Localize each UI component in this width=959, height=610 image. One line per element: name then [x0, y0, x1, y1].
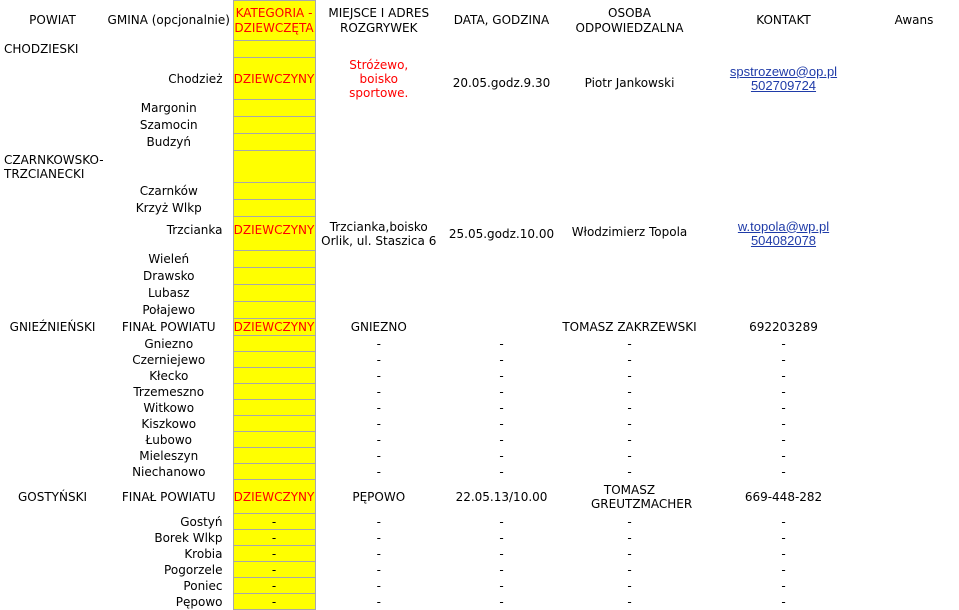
venue: PĘPOWO: [352, 489, 406, 504]
dash: -: [376, 384, 381, 399]
gmina-name: FINAŁ POWIATU: [121, 320, 216, 334]
gmina-name: Lubasz: [147, 286, 190, 300]
table-cell: [315, 251, 442, 268]
dash: -: [376, 400, 381, 415]
powiat-name: GNIEŹNIEŃSKI: [9, 320, 96, 334]
dash: -: [499, 416, 504, 431]
table-cell: [233, 151, 315, 183]
gmina-name: Drawsko: [143, 269, 195, 283]
dash: -: [781, 416, 786, 431]
powiat-name: CZARNKOWSKO-TRZCIANECKI: [4, 152, 104, 181]
table-cell: [0, 117, 105, 134]
table-cell: [0, 251, 105, 268]
header-kategoria: KATEGORIA - DZIEWCZĘTA: [233, 1, 315, 41]
dash: -: [233, 578, 315, 594]
table-cell: [698, 134, 869, 151]
dash: -: [233, 530, 315, 546]
gmina-name: Niechanowo: [132, 464, 206, 479]
table-cell: [442, 251, 561, 268]
dash: -: [376, 464, 381, 479]
contact-cell: [698, 217, 869, 251]
table-cell: [869, 480, 959, 514]
table-row: [0, 58, 959, 100]
table-cell: [698, 251, 869, 268]
dash: -: [781, 514, 786, 529]
dash: -: [627, 384, 632, 399]
table-cell: [869, 514, 959, 530]
dash: -: [781, 352, 786, 367]
dash: -: [376, 514, 381, 529]
table-row: [0, 1, 959, 41]
table-row: [0, 530, 959, 546]
table-cell: [315, 302, 442, 319]
table-cell: [0, 416, 105, 432]
table-row: [0, 464, 959, 480]
table-cell: [315, 285, 442, 302]
dash: -: [627, 530, 632, 545]
dash: -: [627, 562, 632, 577]
header-gmina: GMINA (opcjonalnie): [107, 13, 230, 27]
table-cell: [561, 117, 698, 134]
gmina-name: Szamocin: [139, 118, 198, 132]
table-cell: [561, 302, 698, 319]
table-cell: [869, 530, 959, 546]
contact-cell: [698, 58, 869, 100]
header-data: DATA, GODZINA: [453, 13, 550, 27]
dash: -: [781, 384, 786, 399]
table-cell: [442, 134, 561, 151]
table-cell: [869, 448, 959, 464]
table-cell: [869, 41, 959, 58]
table-cell: [869, 285, 959, 302]
table-row: [0, 384, 959, 400]
header-osoba: OSOBA ODPOWIEDZALNA: [575, 5, 684, 35]
gmina-name: Krzyż Wlkp: [135, 201, 202, 215]
table-row: [0, 578, 959, 594]
gmina-name: Połajewo: [142, 303, 196, 317]
gmina-name: Witkowo: [143, 400, 195, 415]
table-cell: [698, 100, 869, 117]
table-cell: [233, 416, 315, 432]
gmina-name: Czarnków: [139, 184, 198, 198]
dash: -: [376, 368, 381, 383]
dash: -: [781, 594, 786, 609]
table-cell: [0, 302, 105, 319]
table-cell: [0, 336, 105, 352]
powiat-name: CHODZIESKI: [4, 42, 79, 56]
table-cell: [315, 100, 442, 117]
table-cell: [869, 183, 959, 200]
powiat-name: GOSTYŃSKI: [17, 489, 88, 504]
contact-phone: 692203289: [749, 320, 818, 334]
table-cell: [442, 117, 561, 134]
gmina-name: Trzcianka: [166, 222, 223, 237]
table-row: [0, 100, 959, 117]
gmina-name: Borek Wlkp: [154, 530, 223, 545]
venue: Trzcianka,boisko Orlik, ul. Staszica 6: [321, 219, 437, 248]
dash: -: [233, 546, 315, 562]
table-cell: [561, 100, 698, 117]
table-cell: [233, 448, 315, 464]
dash: -: [499, 594, 504, 609]
dash: -: [781, 400, 786, 415]
table-cell: [442, 268, 561, 285]
table-cell: [698, 268, 869, 285]
table-cell: [561, 200, 698, 217]
dash: -: [376, 336, 381, 351]
table-cell: [233, 336, 315, 352]
table-cell: [442, 183, 561, 200]
dash: -: [781, 368, 786, 383]
dash: -: [499, 530, 504, 545]
gmina-name: Kłecko: [149, 368, 189, 383]
gmina-name: Krobia: [184, 546, 223, 561]
phone-link[interactable]: 504082078: [750, 232, 817, 248]
table-cell: [233, 285, 315, 302]
table-cell: [315, 117, 442, 134]
table-cell: [442, 200, 561, 217]
date-time: 25.05.godz.10.00: [448, 226, 555, 241]
dash: -: [499, 464, 504, 479]
contact-phone: 669-448-282: [744, 489, 823, 504]
gmina-name: Pogorzele: [164, 562, 223, 577]
table-row: [0, 546, 959, 562]
dash: -: [781, 578, 786, 593]
gmina-name: Pępowo: [175, 594, 223, 609]
table-cell: [869, 416, 959, 432]
table-row: [0, 400, 959, 416]
table-row: [0, 41, 959, 58]
dash: -: [627, 336, 632, 351]
contact-person: TOMASZ GREUTZMACHER: [591, 482, 693, 511]
table-cell: [0, 578, 105, 594]
table-cell: [233, 268, 315, 285]
table-cell: [869, 319, 959, 336]
table-cell: [233, 302, 315, 319]
dash: -: [627, 368, 632, 383]
dash: -: [233, 562, 315, 578]
gmina-name: Wieleń: [148, 252, 190, 266]
table-row: [0, 336, 959, 352]
dash: -: [781, 530, 786, 545]
table-row: [0, 285, 959, 302]
table-cell: [0, 400, 105, 416]
table-cell: [561, 285, 698, 302]
table-cell: [698, 285, 869, 302]
table-cell: [233, 432, 315, 448]
table-cell: [233, 464, 315, 480]
header-powiat: POWIAT: [29, 13, 76, 27]
dash: -: [627, 464, 632, 479]
table-cell: [869, 578, 959, 594]
venue: Stróżewo, boisko sportowe.: [349, 57, 409, 100]
gmina-name: FINAŁ POWIATU: [121, 489, 216, 504]
dash: -: [627, 448, 632, 463]
dash: -: [499, 578, 504, 593]
gmina-name: Mieleszyn: [139, 448, 199, 463]
gmina-name: Poniec: [183, 578, 223, 593]
table-row: [0, 432, 959, 448]
dash: -: [627, 514, 632, 529]
table-row: [0, 562, 959, 578]
header-kontakt: KONTAKT: [756, 13, 811, 27]
table-cell: [0, 352, 105, 368]
dash: -: [627, 578, 632, 593]
header-miejsce: MIEJSCE I ADRES ROZGRYWEK: [328, 5, 430, 35]
table-cell: [698, 117, 869, 134]
table-cell: [233, 384, 315, 400]
table-row: [0, 268, 959, 285]
table-cell: [233, 100, 315, 117]
table-cell: [233, 134, 315, 151]
contact-person: TOMASZ ZAKRZEWSKI: [562, 320, 697, 334]
table-cell: [233, 41, 315, 58]
table-row: [0, 352, 959, 368]
table-cell: [0, 594, 105, 610]
dash: -: [376, 546, 381, 561]
dash: -: [499, 368, 504, 383]
category: DZIEWCZYNY: [233, 58, 315, 100]
table-cell: [869, 432, 959, 448]
table-cell: [315, 268, 442, 285]
table-cell: [0, 514, 105, 530]
dash: -: [627, 400, 632, 415]
table-cell: [0, 183, 105, 200]
table-row: [0, 514, 959, 530]
header-awans: Awans: [894, 13, 934, 27]
gmina-name: Margonin: [140, 101, 197, 115]
dash: -: [376, 352, 381, 367]
dash: -: [781, 562, 786, 577]
table-row: [0, 117, 959, 134]
table-cell: [233, 251, 315, 268]
table-cell: [869, 464, 959, 480]
table-cell: [105, 151, 233, 183]
table-cell: [869, 58, 959, 100]
phone-link[interactable]: 502709724: [750, 77, 817, 93]
dash: -: [499, 448, 504, 463]
table-cell: [0, 285, 105, 302]
dash: -: [499, 562, 504, 577]
table-row: [0, 319, 959, 336]
table-row: [0, 594, 959, 610]
dash: -: [376, 594, 381, 609]
category: DZIEWCZYNY: [233, 217, 315, 251]
table-cell: [561, 41, 698, 58]
table-cell: [0, 562, 105, 578]
table-row: [0, 134, 959, 151]
dash: -: [781, 448, 786, 463]
table-cell: [869, 400, 959, 416]
table-row: [0, 183, 959, 200]
table-cell: [698, 302, 869, 319]
dash: -: [499, 400, 504, 415]
table-cell: [561, 251, 698, 268]
table-cell: [442, 285, 561, 302]
dash: -: [627, 352, 632, 367]
table-cell: [442, 302, 561, 319]
email-link[interactable]: spstrozewo@op.pl: [729, 63, 838, 79]
table-row: [0, 217, 959, 251]
table-cell: [315, 41, 442, 58]
table-cell: [869, 336, 959, 352]
table-cell: [442, 100, 561, 117]
dash: -: [627, 416, 632, 431]
dash: -: [499, 352, 504, 367]
dash: -: [499, 546, 504, 561]
table-cell: [315, 134, 442, 151]
table-row: [0, 151, 959, 183]
table-cell: [869, 352, 959, 368]
table-cell: [698, 183, 869, 200]
table-cell: [869, 562, 959, 578]
table-cell: [0, 134, 105, 151]
table-cell: [0, 464, 105, 480]
table-cell: [233, 200, 315, 217]
table-cell: [0, 384, 105, 400]
table-cell: [869, 546, 959, 562]
dash: -: [376, 416, 381, 431]
table-row: [0, 416, 959, 432]
gmina-name: Gniezno: [144, 336, 194, 351]
gmina-name: Czerniejewo: [132, 352, 206, 367]
table-cell: [233, 183, 315, 200]
table-row: [0, 251, 959, 268]
dash: -: [627, 546, 632, 561]
table-cell: [0, 530, 105, 546]
table-cell: [869, 302, 959, 319]
table-row: [0, 480, 959, 514]
table-cell: [315, 183, 442, 200]
dash: -: [627, 432, 632, 447]
dash: -: [781, 336, 786, 351]
table-row: [0, 302, 959, 319]
table-row: [0, 448, 959, 464]
dash: -: [499, 336, 504, 351]
table-cell: [869, 251, 959, 268]
table-cell: [869, 200, 959, 217]
table-cell: [0, 200, 105, 217]
gmina-name: Chodzież: [168, 71, 223, 86]
table-cell: [869, 594, 959, 610]
dash: -: [781, 464, 786, 479]
table-cell: [442, 41, 561, 58]
table-row: [0, 200, 959, 217]
table-cell: [0, 217, 105, 251]
table-cell: [0, 368, 105, 384]
table-cell: [869, 151, 959, 183]
table-cell: [869, 134, 959, 151]
gmina-name: Budzyń: [146, 135, 191, 149]
table-cell: [869, 384, 959, 400]
table-cell: [0, 546, 105, 562]
table-cell: [869, 368, 959, 384]
table-cell: [698, 151, 869, 183]
table-cell: [561, 134, 698, 151]
contact-person: Piotr Jankowski: [584, 75, 675, 90]
dash: -: [499, 514, 504, 529]
gmina-name: Łubowo: [145, 432, 192, 447]
contact-person: Włodzimierz Topola: [571, 224, 688, 239]
table-cell: [0, 268, 105, 285]
dash: -: [376, 432, 381, 447]
dash: -: [233, 514, 315, 530]
table-cell: [233, 368, 315, 384]
table-cell: [869, 100, 959, 117]
table-cell: [561, 151, 698, 183]
table-cell: [233, 117, 315, 134]
table-cell: [0, 432, 105, 448]
venue: GNIEZNO: [350, 320, 407, 334]
table-cell: [869, 117, 959, 134]
dash: -: [376, 578, 381, 593]
gmina-name: Gostyń: [180, 514, 223, 529]
dash: -: [376, 530, 381, 545]
dash: -: [233, 594, 315, 610]
table-cell: [315, 200, 442, 217]
dash: -: [376, 448, 381, 463]
dash: -: [781, 546, 786, 561]
date-time: 20.05.godz.9.30: [452, 75, 551, 90]
category: DZIEWCZYNY: [233, 480, 315, 514]
table-row: [0, 368, 959, 384]
dash: -: [376, 562, 381, 577]
gmina-name: Trzemeszno: [133, 384, 205, 399]
table-cell: [442, 151, 561, 183]
table-cell: [233, 352, 315, 368]
gmina-name: Kiszkowo: [141, 416, 197, 431]
table-cell: [0, 58, 105, 100]
table-cell: [561, 268, 698, 285]
table-cell: [561, 183, 698, 200]
table-cell: [315, 151, 442, 183]
dash: -: [499, 384, 504, 399]
date-time: 22.05.13/10.00: [455, 489, 548, 504]
table-cell: [869, 268, 959, 285]
email-link[interactable]: w.topola@wp.pl: [737, 218, 830, 234]
table-cell: [105, 41, 233, 58]
table-cell: [869, 217, 959, 251]
table-cell: [0, 100, 105, 117]
table-cell: [0, 448, 105, 464]
category: DZIEWCZYNY: [233, 320, 315, 334]
table-cell: [442, 319, 561, 336]
table-cell: [698, 41, 869, 58]
dash: -: [781, 432, 786, 447]
dash: -: [627, 594, 632, 609]
table-cell: [698, 200, 869, 217]
table-cell: [233, 400, 315, 416]
dash: -: [499, 432, 504, 447]
